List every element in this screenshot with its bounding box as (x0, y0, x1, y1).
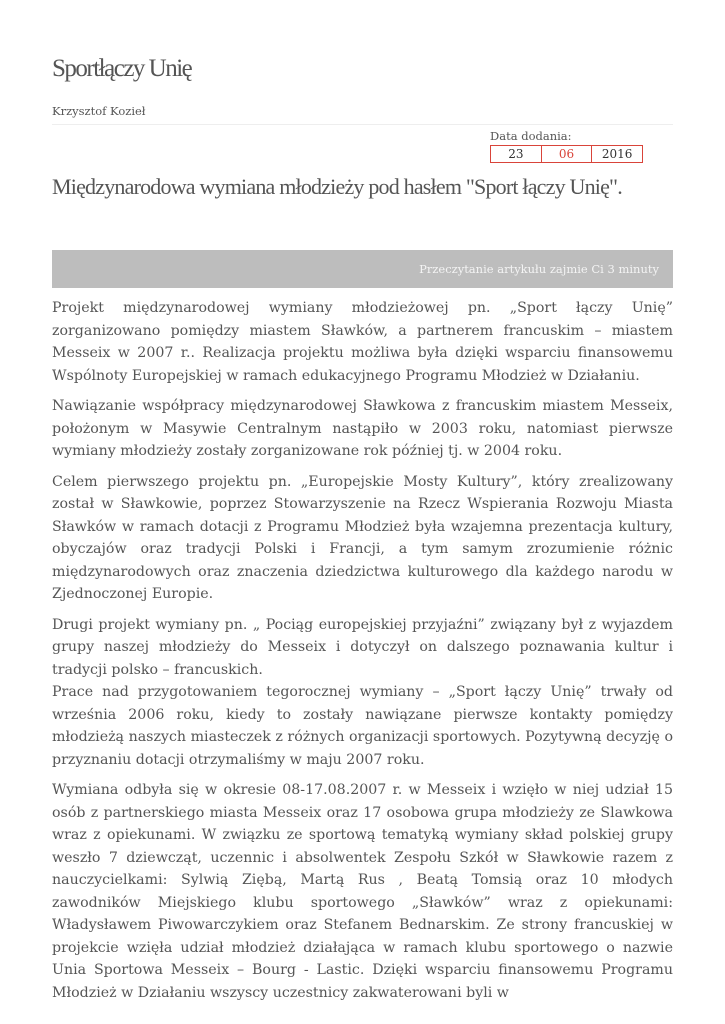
article-body (52, 297, 673, 1012)
site-title[interactable]: Sportłączy Unię (52, 55, 192, 82)
paragraph: Prace nad przygotowaniem tegorocznej wymiany – „Sport łączy Unię” trwały od września 2006 roku, kiedy to zostały nawiązane pierwsze kontakty pomiędzy młodzieżą naszych miasteczek z różnych organizacji sportowych. Pozytywną decyzję o przyznaniu dotacji otrzymaliśmy w maju 2007 roku. (52, 684, 673, 768)
paragraph: Nawiązanie współpracy międzynarodowej Sławkowa z francuskim miastem Messeix, położonym w Masywie Centralnym nastąpiło w 2003 roku, natomiast pierwsze wymiany młodzieży zostały zorganizowane rok później tj. w 2004 roku. (52, 398, 673, 459)
paragraph: Celem pierwszego projektu pn. „Europejskie Mosty Kultury”, który zrealizowany został w Sławkowie, poprzez Stowarzyszenie na Rzecz Wspierania Rozwoju Miasta Sławków w ramach dotacji z Programu Młodzież była wzajemna prezentacja kultury, obyczajów oraz tradycji Polski i Francji, a tym samym zrozumienie różnic międzynarodowych oraz znaczenia dziedzictwa kulturowego dla każdego narodu w Zjednoczonej Europie. (52, 473, 673, 602)
date-year: 2016 (591, 146, 642, 162)
date-day: 23 (508, 147, 524, 161)
paragraph: Drugi projekt wymiany pn. „ Pociąg europejskiej przyjaźni” związany był z wyjazdem grupy naszej młodzieży do Messeix i dotyczył on dalszego poznawania kultur i tradycji polsko – francuskich. (52, 616, 673, 678)
date-added-box (490, 145, 643, 163)
date-added-label: Data dodania: (490, 129, 572, 143)
reading-time-bar (52, 250, 673, 288)
paragraph: Wymiana odbyła się w okresie 08-17.08.2007 r. w Messeix i wzięło w niej udział 15 osób z partnerskiego miasta Messeix oraz 17 osobowa grupa młodzieży ze Slawkowa wraz z opiekunami. W związku ze sportową tematyką wymiany skład polskiej grupy weszło 7 dziewcząt, uczennic i absolwentek Zespołu Szkół w Sławkowie razem z nauczycielkami: Sylwią Ziębą, Martą Rus , Beatą Tomsią oraz 10 młodych zawodników Miejskiego klubu sportowego „Sławków” wraz z opiekunami: Władysławem Piwowarczykiem oraz Stefanem Bednarskim. Ze strony francuskiej w projekcie wzięła udział młodzież działająca w ramach klubu sportowego o nazwie Unia Sportowa Messeix – Bourg - Lastic. Dzięki wsparciu finansowemu Programu Młodzież w Działaniu wszyscy uczestnicy zakwaterowani byli w (52, 782, 673, 1001)
header-divider (52, 124, 673, 125)
author-name: Krzysztof Kozieł (52, 104, 146, 118)
paragraph: Projekt międzynarodowej wymiany młodzieżowej pn. „Sport łączy Unię” zorganizowano pomiędzy miastem Sławków, a partnerem francuskim – miastem Messeix w 2007 r.. Realizacja projektu możliwa była dzięki wsparciu finansowemu Wspólnoty Europejskiej w ramach edukacyjnego Programu Młodzież w Działaniu. (52, 300, 673, 384)
article-title: Międzynarodowa wymiana młodzieży pod hasłem "Sport łączy Unię". (52, 174, 622, 199)
reading-time-text: Przeczytanie artykułu zajmie Ci 3 minuty (419, 262, 659, 276)
date-month: 06 (541, 146, 592, 162)
